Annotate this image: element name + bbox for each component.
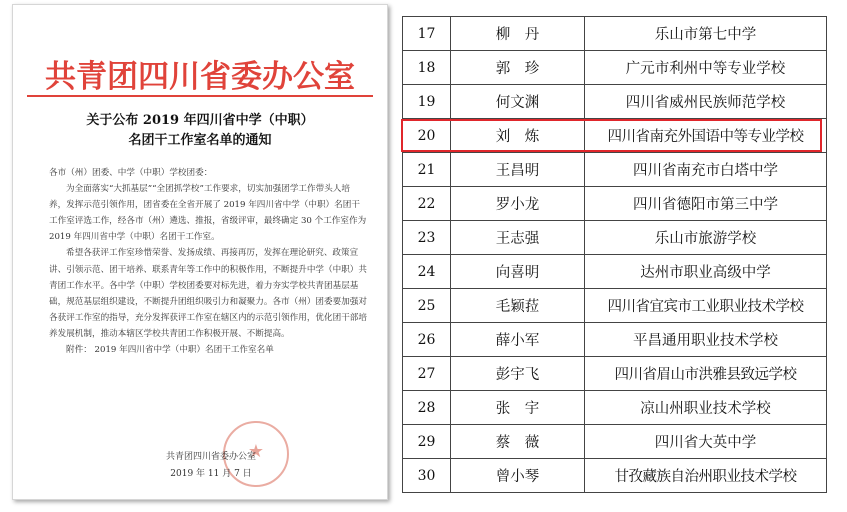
document-title-line1: 关于公布 2019 年四川省中学（中职）: [86, 113, 314, 128]
attachment-note: 附件： 2019 年四川省中学（中职）名团干工作室名单: [66, 345, 274, 356]
school-name: 乐山市第七中学: [585, 17, 827, 51]
row-number: 23: [403, 221, 451, 255]
document-body: [49, 165, 367, 358]
person-name: 柳 丹: [451, 17, 585, 51]
school-name: 甘孜藏族自治州职业技术学校: [585, 459, 827, 493]
row-number: 30: [403, 459, 451, 493]
school-name: 四川省南充市白塔中学: [585, 153, 827, 187]
table-row: [403, 153, 827, 187]
row-number: 24: [403, 255, 451, 289]
document-letterhead: 共青团四川省委办公室: [45, 59, 355, 95]
seal-star-icon: ★: [247, 441, 265, 462]
signature-organization: 共青团四川省委办公室: [165, 452, 256, 462]
person-name: 薛小军: [451, 323, 585, 357]
school-name: 凉山州职业技术学校: [585, 391, 827, 425]
table-row: [403, 323, 827, 357]
person-name: 向喜明: [451, 255, 585, 289]
row-number: 17: [403, 17, 451, 51]
table-row: [403, 357, 827, 391]
row-number: 20: [403, 119, 451, 153]
row-number: 27: [403, 357, 451, 391]
person-name: 彭宇飞: [451, 357, 585, 391]
school-name: 乐山市旅游学校: [585, 221, 827, 255]
person-name: 王昌明: [451, 153, 585, 187]
school-name: 四川省眉山市洪雅县致远学校: [585, 357, 827, 391]
table-row: [403, 17, 827, 51]
table-row: [403, 425, 827, 459]
school-name: 达州市职业高级中学: [585, 255, 827, 289]
document-title-line2: 名团干工作室名单的通知: [128, 133, 272, 148]
school-name: 四川省德阳市第三中学: [585, 187, 827, 221]
row-number: 28: [403, 391, 451, 425]
person-name: 郭 珍: [451, 51, 585, 85]
signature-date: 2019 年 11 月 7 日: [170, 469, 252, 479]
table-row: [403, 221, 827, 255]
person-name: 毛颖菈: [451, 289, 585, 323]
person-name: 张 宇: [451, 391, 585, 425]
school-name: 平昌通用职业技术学校: [585, 323, 827, 357]
school-name: 广元市利州中等专业学校: [585, 51, 827, 85]
row-number: 25: [403, 289, 451, 323]
paragraph-1: 为全面落实“大抓基层”“全团抓学校”工作要求，切实加强团学工作带头人培养，发挥示范引领作用，团省委在全省开展了 2019 年四川省中学（中职）名团干工作室评选工作，经各市（州）遴选、推报，省级评审，最终确定 30 个工作室作为 2019 年四川省中学（中职）名团干工作室。: [49, 184, 367, 243]
school-name: 四川省大英中学: [585, 425, 827, 459]
table-row: [403, 51, 827, 85]
school-name: 四川省宜宾市工业职业技术学校: [585, 289, 827, 323]
person-name: 刘 炼: [451, 119, 585, 153]
person-name: 罗小龙: [451, 187, 585, 221]
row-number: 21: [403, 153, 451, 187]
school-name: 四川省威州民族师范学校: [585, 85, 827, 119]
table-row: [403, 391, 827, 425]
table-row: [403, 119, 827, 153]
person-name: 何文渊: [451, 85, 585, 119]
row-number: 22: [403, 187, 451, 221]
paragraph-2: 希望各获评工作室珍惜荣誉、发扬成绩、再接再厉，发挥在理论研究、政策宣讲、引领示范、团干培养、联系青年等工作中的积极作用，不断提升中学（中职）共青团工作水平。各中学（中职）学校团委要对标先进，着力夯实学校共青团基层基础，规范基层组织建设，不断提升团组织吸引力和凝聚力。各市（州）团委要加强对各获评工作室的指导，充分发挥获评工作室在辖区内的示范引领作用，优化团干部培养发展机制，推动本辖区学校共青团工作积极开展、不断提高。: [49, 248, 367, 339]
person-name: 曾小琴: [451, 459, 585, 493]
table-body: [403, 17, 827, 493]
letterhead-rule: [27, 95, 373, 97]
school-name: 四川省南充外国语中等专业学校: [585, 119, 827, 153]
salutation: 各市（州）团委、中学（中职）学校团委：: [49, 168, 213, 178]
row-number: 19: [403, 85, 451, 119]
notice-document: [12, 4, 388, 500]
row-number: 18: [403, 51, 451, 85]
row-number: 29: [403, 425, 451, 459]
person-name: 王志强: [451, 221, 585, 255]
table-row: [403, 85, 827, 119]
studio-list-table: [402, 16, 827, 493]
table-row: [403, 289, 827, 323]
row-number: 26: [403, 323, 451, 357]
table-row: [403, 255, 827, 289]
table-row: [403, 187, 827, 221]
table-row: [403, 459, 827, 493]
person-name: 蔡 薇: [451, 425, 585, 459]
